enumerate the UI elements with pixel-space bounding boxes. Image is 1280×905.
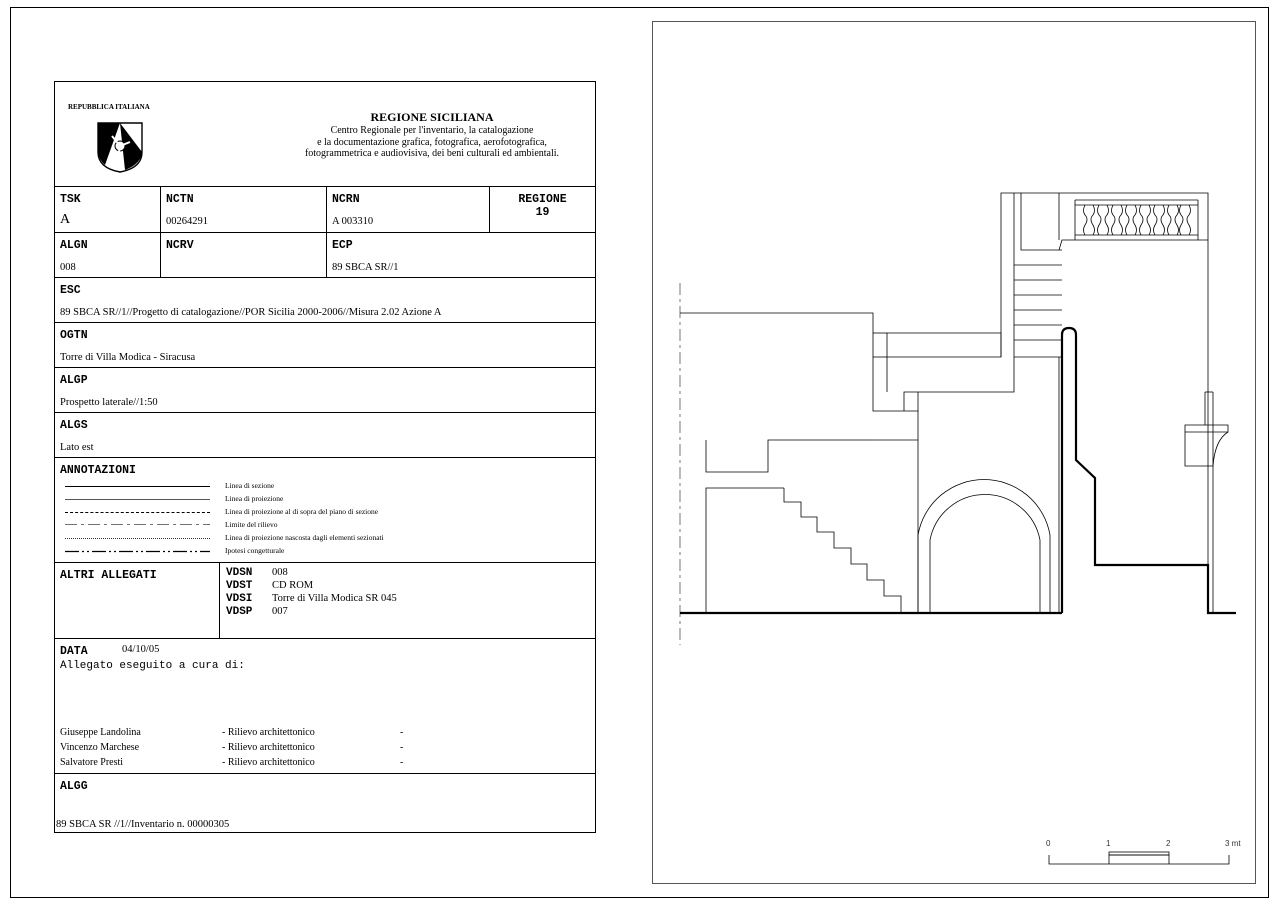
vdsi-value: Torre di Villa Modica SR 045: [272, 593, 397, 604]
regione-label: REGIONE: [518, 193, 567, 206]
bracket-console: [1185, 425, 1228, 466]
ncrn-label: NCRN: [332, 193, 360, 206]
scale-tick-label: 2: [1166, 839, 1171, 848]
left-block-outline: [680, 313, 918, 411]
esc-value: 89 SBCA SR//1//Progetto di catalogazione//POR Sicilia 2000-2006//Misura 2.02 Azione A: [60, 307, 442, 318]
legend-text: Linea di sezione: [225, 481, 275, 490]
scale-tick-label: 0: [1046, 839, 1051, 848]
algp-value: Prospetto laterale//1:50: [60, 397, 158, 408]
algn-value: 008: [60, 262, 76, 273]
algn-label: ALGN: [60, 239, 88, 252]
author-role: - Rilievo architettonico: [222, 727, 315, 738]
region-title: REGIONE SICILIANA: [370, 110, 494, 124]
algg-label: ALGG: [60, 780, 88, 793]
data-value: 04/10/05: [122, 644, 160, 655]
legend-text: Linea di proiezione al di sopra del piano di sezione: [225, 507, 379, 516]
scale-tick-label: 3 mt: [1225, 839, 1241, 848]
middle-band: [887, 333, 1001, 357]
arch-inner: [930, 495, 1040, 613]
vdsp-label: VDSP: [226, 606, 253, 618]
scale-bar: [1049, 852, 1229, 864]
vdst-value: CD ROM: [272, 580, 314, 591]
republic-label: REPUBBLICA ITALIANA: [68, 103, 150, 111]
algs-label: ALGS: [60, 419, 88, 432]
author-name: Vincenzo Marchese: [60, 742, 140, 753]
ncrv-label: NCRV: [166, 239, 194, 252]
center-line: e la documentazione grafica, fotografica, aerofotografica,: [317, 136, 547, 148]
ecp-label: ECP: [332, 239, 353, 252]
author-dash: -: [400, 742, 404, 753]
author-dash: -: [400, 727, 404, 738]
nctn-label: NCTN: [166, 193, 194, 206]
vdsn-value: 008: [272, 567, 288, 578]
wall-section-line: [1062, 328, 1236, 613]
author-role: - Rilievo architettonico: [222, 757, 315, 768]
esc-label: ESC: [60, 284, 81, 297]
center-line: fotogrammetrica e audiovisiva, dei beni culturali ed ambientali.: [304, 148, 560, 159]
scale-tick-label: 1: [1106, 839, 1111, 848]
vdst-label: VDST: [226, 580, 253, 592]
left-block-base: [706, 440, 873, 472]
algs-value: Lato est: [60, 442, 94, 453]
stair-room-outline: [706, 488, 784, 613]
ecp-value: 89 SBCA SR//1: [332, 262, 399, 273]
vdsp-value: 007: [272, 606, 288, 617]
vdsi-label: VDSI: [226, 593, 253, 605]
author-role: - Rilievo architettonico: [222, 742, 315, 753]
ncrn-value: A 003310: [332, 216, 374, 227]
author-dash: -: [400, 757, 404, 768]
annotazioni-label: ANNOTAZIONI: [60, 464, 136, 477]
ogtn-value: Torre di Villa Modica - Siracusa: [60, 352, 196, 363]
vdsn-label: VDSN: [226, 567, 253, 579]
interior-stair: [784, 488, 901, 613]
nctn-value: 00264291: [166, 216, 208, 227]
tsk-label: TSK: [60, 193, 81, 206]
legend-text: Ipotesi congetturale: [225, 546, 285, 555]
algp-label: ALGP: [60, 374, 88, 387]
author-name: Salvatore Presti: [60, 757, 124, 768]
upper-tower: [1001, 193, 1062, 357]
author-name: Giuseppe Landolina: [60, 727, 141, 738]
legend-text: Linea di proiezione nascosta dagli elementi sezionati: [225, 533, 384, 542]
allegati-label: ALTRI ALLEGATI: [60, 569, 157, 582]
data-label: DATA: [60, 645, 88, 658]
regione-value: 19: [535, 206, 550, 219]
balustrade: [1084, 205, 1191, 235]
center-line: Centro Regionale per l'inventario, la catalogazione: [330, 125, 534, 136]
legend-text: Linea di proiezione: [225, 494, 284, 503]
allegato-note: Allegato eseguito a cura di:: [60, 660, 245, 672]
legend-text: Limite del rilievo: [225, 520, 278, 529]
ogtn-label: OGTN: [60, 329, 88, 342]
algg-value: 89 SBCA SR //1//Inventario n. 00000305: [56, 819, 230, 830]
tsk-value: A: [60, 212, 71, 227]
arch-outer: [918, 480, 1050, 613]
